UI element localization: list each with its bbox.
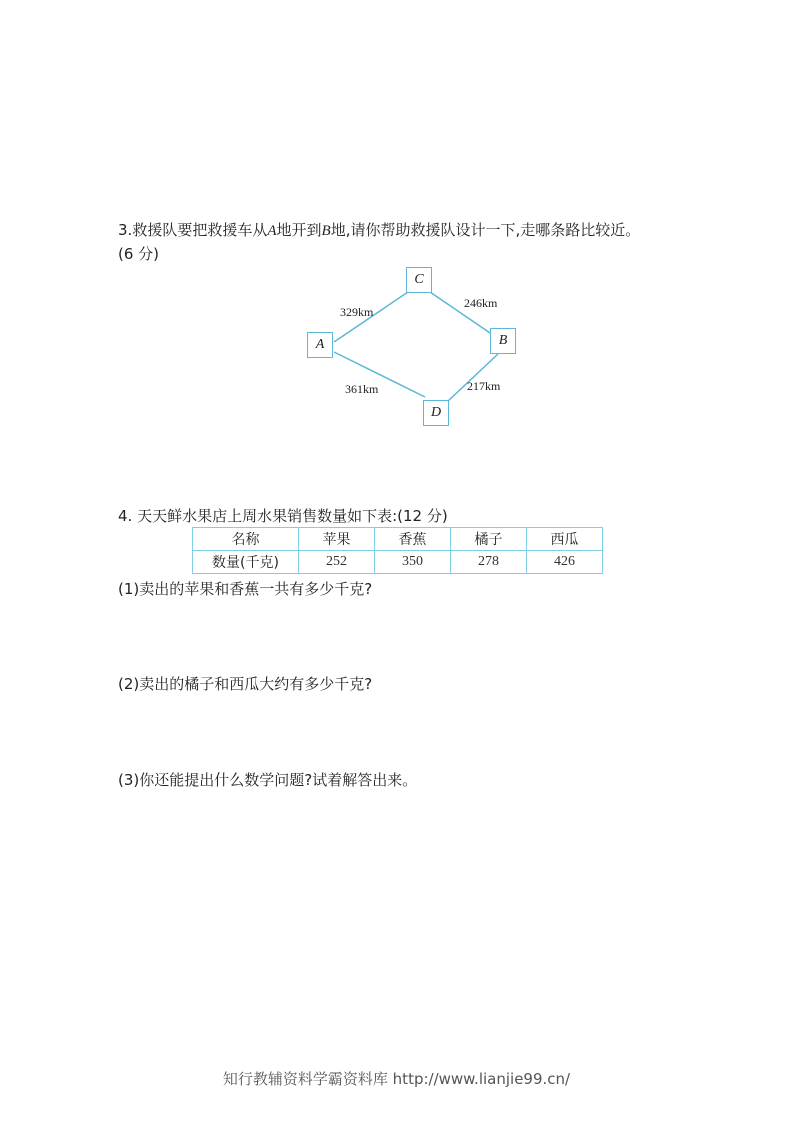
node-b: B	[490, 328, 516, 354]
table-cell: 苹果	[299, 528, 375, 551]
sub-question-2: (2)卖出的橘子和西瓜大约有多少千克?	[118, 675, 373, 693]
table-cell: 252	[299, 551, 375, 574]
question-4-text: 4. 天天鲜水果店上周水果销售数量如下表:(12 分)	[118, 507, 448, 525]
node-c: C	[406, 267, 432, 293]
table-cell: 278	[451, 551, 527, 574]
sub-question-3: (3)你还能提出什么数学问题?试着解答出来。	[118, 771, 418, 789]
node-d: D	[423, 400, 449, 426]
table-row	[193, 551, 603, 574]
table-cell: 350	[375, 551, 451, 574]
table-cell: 名称	[193, 528, 299, 551]
edge-label-ad: 361km	[345, 382, 379, 396]
edge-label-ac: 329km	[340, 305, 374, 319]
footer-watermark: 知行教辅资料学霸资料库 http://www.lianjie99.cn/	[222, 1070, 571, 1088]
edge-label-db: 217km	[467, 379, 501, 393]
table-cell: 426	[527, 551, 603, 574]
table-cell: 数量(千克)	[193, 551, 299, 574]
fruit-sales-table	[192, 527, 603, 574]
sub-question-1: (1)卖出的苹果和香蕉一共有多少千克?	[118, 580, 373, 598]
table-header-row	[193, 528, 603, 551]
question-3-score: (6 分)	[118, 245, 160, 263]
table-cell: 橘子	[451, 528, 527, 551]
edge-label-cb: 246km	[464, 296, 498, 310]
table-cell: 香蕉	[375, 528, 451, 551]
route-diagram	[290, 262, 530, 432]
edge-d-b	[447, 354, 501, 402]
table-cell: 西瓜	[527, 528, 603, 551]
question-3-text: 3.救援队要把救援车从A地开到B地,请你帮助救援队设计一下,走哪条路比较近。	[118, 221, 641, 239]
node-a: A	[307, 332, 333, 358]
